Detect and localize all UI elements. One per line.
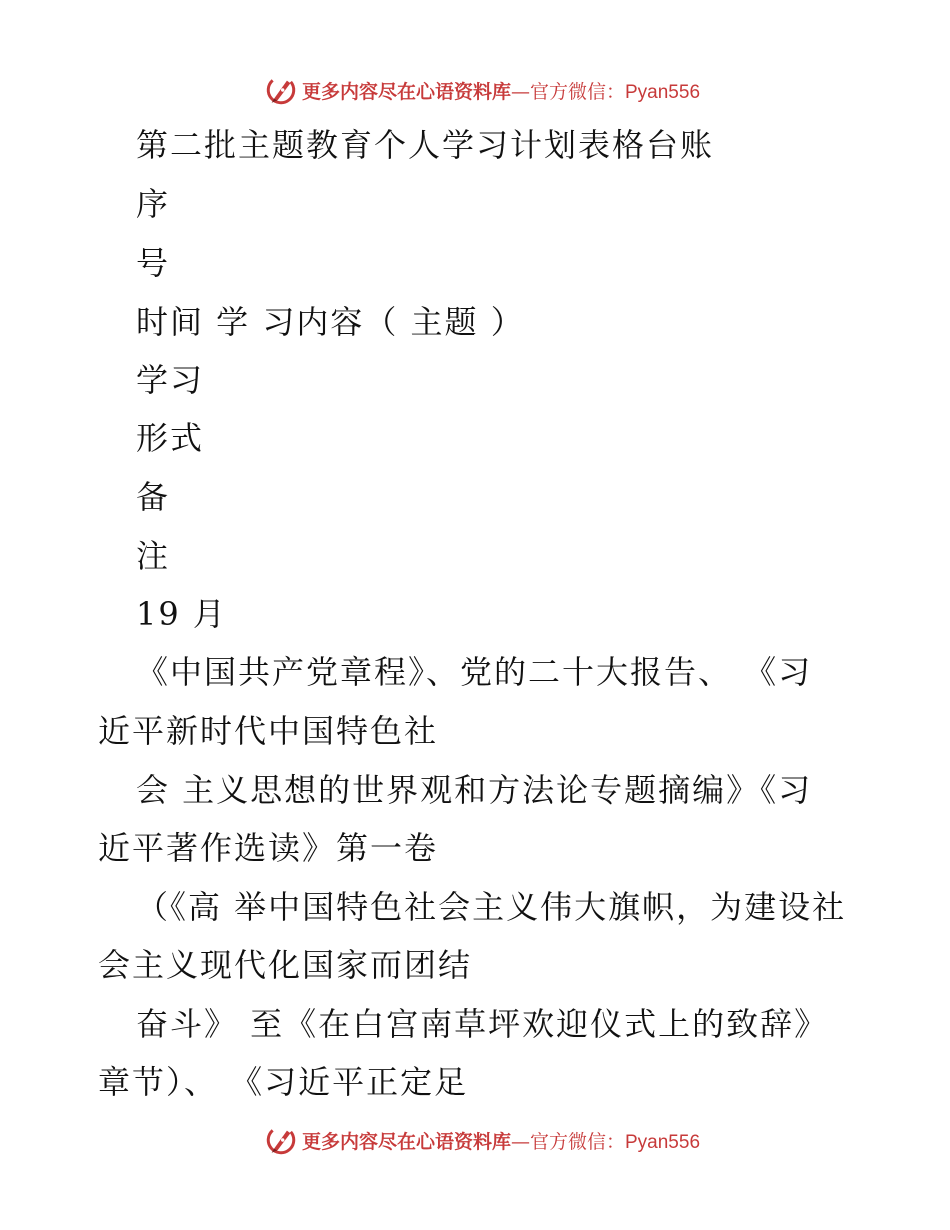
watermark-official-text: 官方微信： <box>529 1130 625 1153</box>
text-line: 会主义现代化国家而团结 <box>98 946 473 984</box>
document-title: 第二批主题教育个人学习计划表格台账 <box>136 126 715 164</box>
text-line: （《高 举中国特色社会主义伟大旗帜，为建设社 <box>136 888 847 926</box>
text-line: 学习 <box>136 361 205 399</box>
text-line: 备 <box>136 478 171 516</box>
footer-watermark <box>0 1120 950 1160</box>
watermark-wechat-id: Pyan556 <box>625 81 701 103</box>
text-line: 近平著作选读》第一卷 <box>98 829 439 867</box>
text-line: 时间 学 习内容（ 主题 ） <box>136 303 525 341</box>
text-line: 序 <box>136 185 171 223</box>
text-line: 章节）、 《习近平正定足 <box>98 1063 469 1101</box>
text-line: 《中国共产党章程》、党的二十大报告、 《习 <box>136 653 813 691</box>
watermark-dash: — <box>510 1130 530 1153</box>
text-line: 近平新时代中国特色社 <box>98 712 439 750</box>
text-line: 注 <box>136 537 171 575</box>
watermark-official-text: 官方微信： <box>529 80 625 103</box>
fountain-pen-logo-icon <box>264 1123 298 1157</box>
text-line: 会 主义思想的世界观和方法论专题摘编》《习 <box>136 771 813 809</box>
footer-watermark-group <box>250 1123 700 1157</box>
watermark-main-text: 更多内容尽在心语资料库 <box>301 80 511 103</box>
watermark-wechat-id: Pyan556 <box>625 1131 701 1153</box>
watermark-main-text: 更多内容尽在心语资料库 <box>301 1130 511 1153</box>
watermark-dash: — <box>510 80 530 103</box>
watermark-text <box>302 1127 700 1154</box>
text-line: 号 <box>136 244 171 282</box>
text-line: 19 月 <box>136 595 227 633</box>
text-line: 形式 <box>136 419 205 457</box>
text-line: 奋斗》 至《在白宫南草坪欢迎仪式上的致辞》 <box>136 1005 829 1043</box>
